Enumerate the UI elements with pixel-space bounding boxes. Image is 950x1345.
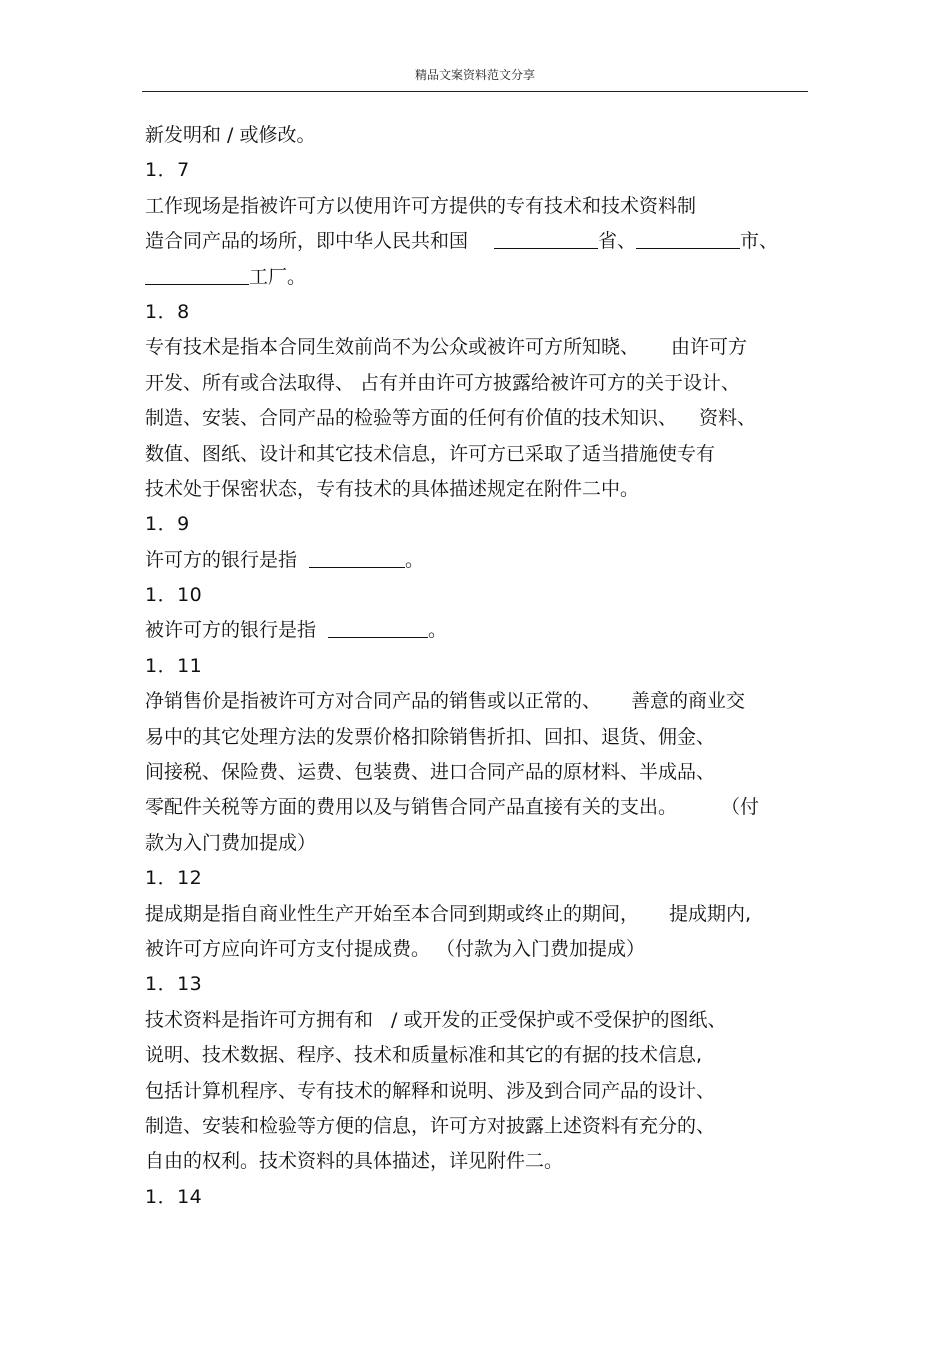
text-line: 间接税、保险费、运费、包装费、进口合同产品的原材料、半成品、 (145, 761, 716, 784)
text-span: 技术资料是指许可方拥有和 (145, 1008, 374, 1031)
fill-in-blank (636, 228, 740, 249)
text-span: 市、 (740, 230, 779, 253)
text-line: 包括计算机程序、专有技术的解释和说明、涉及到合同产品的设计、 (145, 1079, 716, 1102)
text-line: 说明、技术数据、程序、技术和质量标准和其它的有据的技术信息, (145, 1044, 703, 1067)
text-line (145, 224, 815, 259)
text-line: 易中的其它处理方法的发票价格扣除销售折扣、回扣、退货、佣金、 (145, 725, 716, 748)
text-line (145, 613, 815, 648)
fill-in-blank (328, 617, 428, 638)
text-span: 省、 (598, 230, 637, 253)
text-span: 造合同产品的场所，即中华人民共和国 (145, 230, 469, 253)
text-line (145, 543, 815, 578)
text-span: 提成期内, (669, 902, 752, 925)
text-line: 工作现场是指被许可方以使用许可方提供的专有技术和技术资料制 (145, 194, 697, 217)
clause-number: 1．10 (145, 584, 203, 607)
text-span: 工厂。 (249, 265, 307, 288)
text-line (145, 401, 815, 436)
text-line (145, 684, 815, 719)
header-divider (142, 91, 808, 92)
text-line: 数值、图纸、设计和其它技术信息，许可方已采取了适当措施使专有 (145, 442, 716, 465)
text-line (145, 1003, 815, 1038)
clause-number: 1．12 (145, 867, 203, 890)
clause-number: 1．11 (145, 654, 203, 677)
text-span: 被许可方的银行是指 (145, 619, 317, 642)
fill-in-blank (494, 228, 598, 249)
text-span: 资料、 (699, 407, 757, 430)
text-span: 善意的商业交 (631, 690, 746, 713)
text-span: 。 (428, 619, 448, 642)
text-line: 款为入门费加提成） (145, 831, 317, 854)
text-line (145, 790, 815, 825)
clause-number: 1．13 (145, 973, 203, 996)
text-span: 净销售价是指被许可方对合同产品的销售或以正常的、 (145, 690, 602, 713)
text-span: 制造、安装、合同产品的检验等方面的任何有价值的技术知识、 (145, 407, 678, 430)
text-line: 开发、所有或合法取得、 占有并由许可方披露给被许可方的关于设计、 (145, 371, 741, 394)
text-span: 。 (405, 548, 425, 571)
text-line (145, 897, 815, 932)
text-line: 被许可方应向许可方支付提成费。 （付款为入门费加提成） (145, 937, 646, 960)
fill-in-blank (309, 547, 405, 568)
fill-in-blank (145, 264, 249, 285)
clause-number: 1．8 (145, 300, 190, 323)
text-line: 新发明和 / 或修改。 (145, 124, 316, 146)
document-body (145, 118, 815, 1215)
text-line: 技术处于保密状态，专有技术的具体描述规定在附件二中。 (145, 477, 640, 500)
clause-number: 1．14 (145, 1185, 203, 1208)
clause-number: 1．9 (145, 513, 190, 536)
page-header: 精品文案资料范文分享 (414, 68, 535, 82)
text-span: / 或开发的正受保护或不受保护的图纸、 (391, 1008, 727, 1031)
text-span: （付 (721, 796, 760, 819)
text-span: 许可方的银行是指 (145, 548, 298, 571)
text-line (145, 260, 815, 295)
text-span: 专有技术是指本合同生效前尚不为公众或被许可方所知晓、 (145, 336, 640, 359)
text-line: 制造、安装和检验等方便的信息，许可方对披露上述资料有充分的、 (145, 1114, 716, 1137)
text-span: 由许可方 (671, 336, 748, 359)
text-span: 提成期是指自商业性生产开始至本合同到期或终止的期间， (145, 902, 640, 925)
text-line (145, 330, 815, 365)
text-line: 自由的权利。技术资料的具体描述，详见附件二。 (145, 1150, 564, 1173)
clause-number: 1．7 (145, 159, 190, 182)
text-span: 零配件关税等方面的费用以及与销售合同产品直接有关的支出。 (145, 796, 678, 819)
